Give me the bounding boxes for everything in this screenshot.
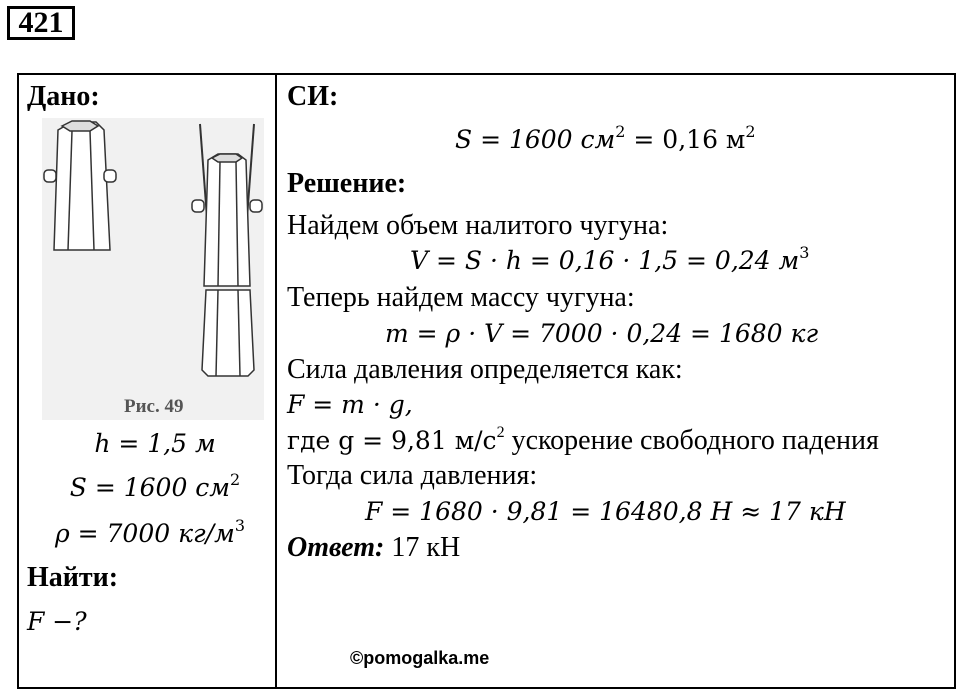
solution-header: Решение: — [287, 168, 407, 199]
solution-line-7a: где g = 9,81 м/с — [287, 426, 497, 455]
solution-line-4: m = ρ · V = 7000 · 0,24 = 1680 кг — [385, 319, 819, 348]
si-header: СИ: — [287, 81, 339, 112]
given-h-text: h = 1,5 м — [94, 429, 216, 458]
given-s: S = 1600 $см^2$ — [69, 469, 241, 502]
column-divider — [275, 73, 277, 689]
solution-line-3: Теперь найдем массу чугуна: — [287, 282, 635, 313]
solution-line-9: F = 1680 · 9,81 = 16480,8 Н ≈ 17 кН — [365, 497, 846, 526]
solution-line-1: Найдем объем налитого чугуна: — [287, 210, 669, 241]
figure-caption: Рис. 49 — [124, 396, 184, 417]
si-line: S = 1600 $см^2 = 0,16$ $м^2$ — [455, 121, 756, 154]
answer-label: Ответ: — [287, 532, 385, 563]
solution-line-2: V = S · h = 0,16 · 1,5 = 0,24 $м^3$ — [410, 242, 810, 275]
given-header: Дано: — [27, 81, 100, 112]
solution-line-5: Сила давления определяется как: — [287, 354, 683, 385]
solution-line-7b: ускорение свободного падения — [504, 425, 879, 456]
find-value: F −? — [27, 607, 87, 636]
problem-number: 421 — [7, 6, 75, 40]
si-line-mid: = 0,16 м — [625, 125, 746, 154]
answer-value: 17 кН — [384, 532, 461, 563]
solution-line-2-text: V = S · h = 0,16 · 1,5 = 0,24 м — [410, 246, 800, 275]
solution-line-8: Тогда сила давления: — [287, 460, 538, 491]
find-header: Найти: — [27, 562, 119, 593]
si-line-text: S = 1600 см — [455, 125, 616, 154]
given-h — [40, 428, 270, 460]
given-rho: ρ = 7000 $кг/м^3$ — [54, 515, 245, 548]
given-s-text: S = 1600 см — [69, 473, 231, 502]
figure-49 — [42, 118, 264, 420]
watermark: ©pomogalka.me — [350, 648, 490, 668]
given-rho-text: ρ = 7000 кг/м — [54, 519, 235, 548]
casting-mold-drawing — [42, 118, 264, 420]
solution-line-6: F = m · g, — [287, 390, 413, 419]
solution-line-7: где g = 9,81 $м/с^2$ ускорение свободного падения — [287, 423, 879, 456]
answer-line — [287, 532, 460, 564]
